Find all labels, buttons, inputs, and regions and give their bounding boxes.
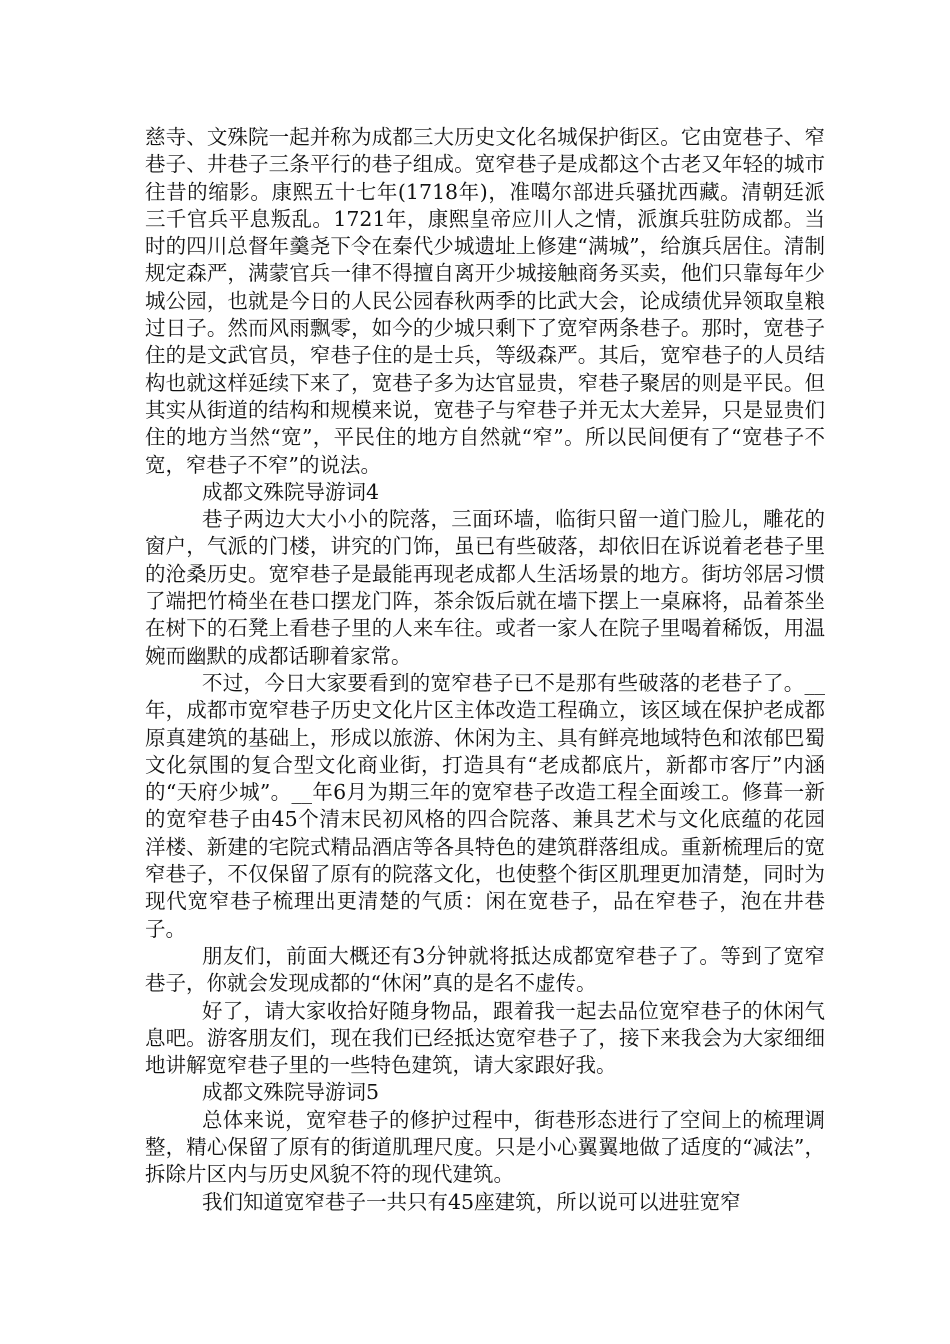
- paragraph-courtyards: 巷子两边大大小小的院落，三面环墙，临街只留一道门脸儿，雕花的窗户，气派的门楼，讲究的门饰，虽已有些破落，却依旧在诉说着老巷子里的沧桑历史。宽窄巷子是最能再现老成都人生活场景的地方。街坊邻居习惯了端把竹椅坐在巷口摆龙门阵，茶余饭后就在墙下摆上一桌麻将，品着茶坐在树下的石凳上看巷子里的人来车往。或者一家人在院子里喝着稀饭，用温婉而幽默的成都话聊着家常。: [145, 507, 825, 668]
- paragraph-restoration: 总体来说，宽窄巷子的修护过程中，街巷形态进行了空间上的梳理调整，精心保留了原有的街道肌理尺度。只是小心翼翼地做了适度的“减法”，拆除片区内与历史风貌不符的现代建筑。: [145, 1107, 825, 1187]
- paragraph-intro: 慈寺、文殊院一起并称为成都三大历史文化名城保护街区。它由宽巷子、窄巷子、井巷子三条平行的巷子组成。宽窄巷子是成都这个古老又年轻的城市往昔的缩影。康熙五十七年(1718年)，准噶尔部进兵骚扰西藏。清朝廷派三千官兵平息叛乱。1721年，康熙皇帝应川人之情，派旗兵驻防成都。当时的四川总督年羹尧下令在秦代少城遗址上修建“满城”，给旗兵居住。清制规定森严，满蒙官兵一律不得擅自离开少城接触商务买卖，他们只靠每年少城公园，也就是今日的人民公园春秋两季的比武大会，论成绩优异领取皇粮过日子。然而风雨飘零，如今的少城只剩下了宽窄两条巷子。那时，宽巷子住的是文武官员，窄巷子住的是士兵，等级森严。其后，宽窄巷子的人员结构也就这样延续下来了，宽巷子多为达官显贵，窄巷子聚居的则是平民。但其实从街道的结构和规模来说，宽巷子与窄巷子并无太大差异，只是显贵们住的地方当然“宽”，平民住的地方自然就“窄”。所以民间便有了“宽巷子不宽，窄巷子不窄”的说法。: [145, 125, 825, 477]
- paragraph-arrived: 好了，请大家收拾好随身物品，跟着我一起去品位宽窄巷子的休闲气息吧。游客朋友们，现在我们已经抵达宽窄巷子了，接下来我会为大家细细地讲解宽窄巷子里的一些特色建筑，请大家跟好我。: [145, 998, 825, 1078]
- paragraph-arrival-soon: 朋友们，前面大概还有3分钟就将抵达成都宽窄巷子了。等到了宽窄巷子，你就会发现成都的“休闲”真的是名不虚传。: [145, 943, 825, 996]
- paragraph-buildings: 我们知道宽窄巷子一共只有45座建筑，所以说可以进驻宽窄: [202, 1189, 741, 1214]
- document-body: [145, 124, 825, 1216]
- paragraph-renovation: 不过，今日大家要看到的宽窄巷子已不是那有些破落的老巷子了。__年，成都市宽窄巷子历史文化片区主体改造工程确立，该区域在保护老成都原真建筑的基础上，形成以旅游、休闲为主、具有鲜亮地域特色和浓郁巴蜀文化氛围的复合型文化商业街，打造具有“老成都底片，新都市客厅”内涵的“天府少城”。__年6月为期三年的宽窄巷子改造工程全面竣工。修葺一新的宽窄巷子由45个清末民初风格的四合院落、兼具艺术与文化底蕴的花园洋楼、新建的宅院式精品酒店等各具特色的建筑群落组成。重新梳理后的宽窄巷子，不仅保留了原有的院落文化，也使整个街区肌理更加清楚，同时为现代宽窄巷子梳理出更清楚的气质：闲在宽巷子，品在窄巷子，泡在井巷子。: [145, 670, 825, 941]
- section-heading-5: 成都文殊院导游词5: [202, 1080, 380, 1105]
- section-heading-4: 成都文殊院导游词4: [202, 479, 380, 504]
